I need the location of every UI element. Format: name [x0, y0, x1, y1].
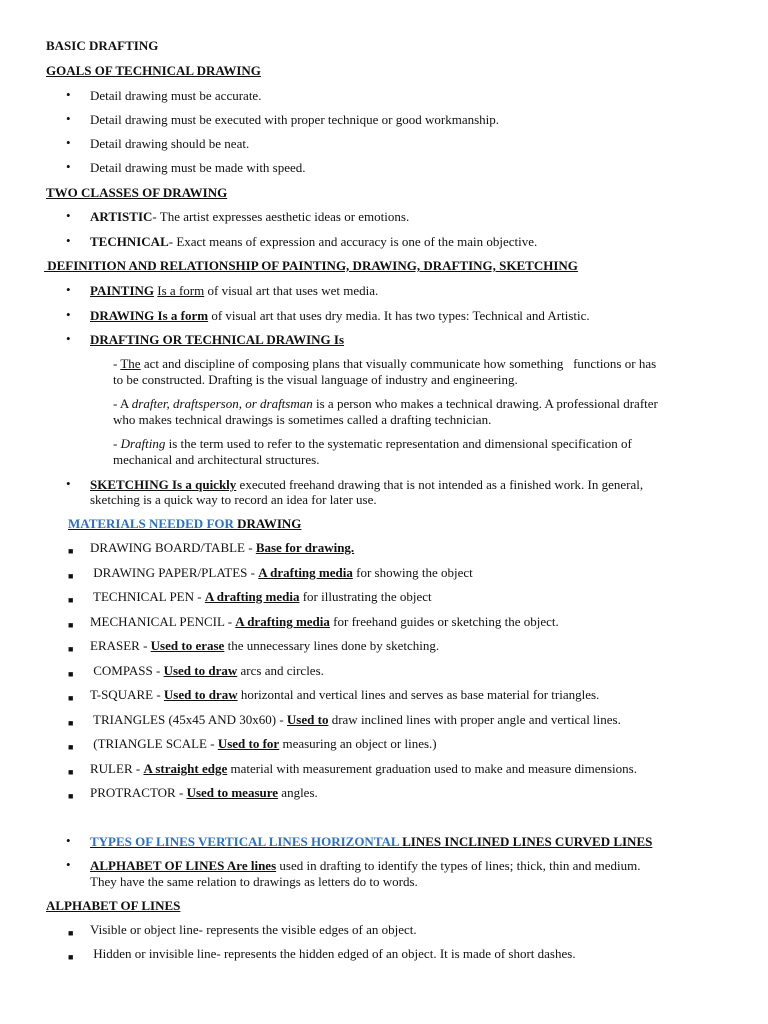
square-bullet: ■ — [68, 952, 74, 962]
class-term: TECHNICAL — [90, 234, 169, 249]
bullet: • — [66, 135, 71, 150]
materials-heading-black: DRAWING — [237, 516, 302, 531]
class-artistic — [90, 209, 409, 225]
square-bullet: ■ — [68, 928, 74, 938]
material-description: material with measurement graduation used to make and measure dimensions. — [227, 761, 637, 776]
drafting-paragraph-1-line-1 — [113, 356, 656, 372]
class-text: - Exact means of expression and accuracy is one of the main objective. — [168, 234, 538, 249]
types-of-lines — [90, 834, 652, 850]
square-bullet: ■ — [68, 767, 74, 777]
material-item — [90, 761, 637, 777]
material-purpose: Used to — [286, 712, 329, 727]
square-bullet: ■ — [68, 595, 74, 605]
types-of-lines-black: LINES INCLINED LINES CURVED LINES — [402, 834, 653, 849]
material-item — [90, 638, 439, 654]
drafting-paragraph-3-line-1 — [113, 436, 632, 452]
bullet: • — [66, 282, 71, 297]
drafting-text: act and discipline of composing plans that visually communicate how something functions or has — [140, 356, 657, 371]
drafting-italic: drafter, draftsperson, or draftsman — [131, 396, 313, 411]
definition-text: of visual art that uses dry media. It has two types: Technical and Artistic. — [208, 308, 590, 323]
material-item — [90, 589, 432, 605]
material-name: COMPASS - — [90, 663, 164, 678]
alphabet-heading: ALPHABET OF LINES — [46, 898, 181, 913]
definition-term: SKETCHING Is a quickly — [90, 477, 237, 492]
material-description: angles. — [278, 785, 318, 800]
material-description: horizontal and vertical lines and serves as base material for triangles. — [237, 687, 600, 702]
alphabet-term: ALPHABET OF LINES Are lines — [90, 858, 277, 873]
class-text: - The artist expresses aesthetic ideas or emotions. — [152, 209, 410, 224]
material-name: (TRIANGLE SCALE - — [90, 736, 218, 751]
material-name: DRAWING PAPER/PLATES - — [90, 565, 259, 580]
definitions-heading: DEFINITION AND RELATIONSHIP OF PAINTING, DRAWING, DRAFTING, SKETCHING — [44, 258, 578, 273]
material-item — [90, 614, 559, 630]
class-technical — [90, 234, 537, 250]
alphabet-definition-line-2: They have the same relation to drawings as letters do to words. — [90, 874, 418, 889]
class-term: ARTISTIC — [90, 209, 153, 224]
bullet: • — [66, 857, 71, 872]
definition-term: DRAWING Is a form — [90, 308, 209, 323]
bullet: • — [66, 87, 71, 102]
material-item — [90, 565, 473, 581]
definition-text: of visual art that uses wet media. — [204, 283, 379, 298]
material-purpose: Used to for — [217, 736, 280, 751]
drafting-paragraph-2-line-1 — [113, 396, 658, 412]
material-purpose: Base for drawing. — [255, 540, 355, 555]
material-purpose: Used to measure — [186, 785, 279, 800]
bullet: • — [66, 331, 71, 346]
alphabet-text: used in drafting to identify the types of lines; thick, thin and medium. — [276, 858, 641, 873]
drafting-paragraph-3-line-2: mechanical and architectural structures. — [113, 452, 320, 467]
material-name: PROTRACTOR - — [90, 785, 187, 800]
square-bullet: ■ — [68, 620, 74, 630]
definition-painting — [90, 283, 378, 299]
types-of-lines-blue: TYPES OF LINES VERTICAL LINES HORIZONTAL — [90, 834, 403, 849]
material-description: the unnecessary lines done by sketching. — [224, 638, 440, 653]
material-purpose: A drafting media — [258, 565, 353, 580]
bullet: • — [66, 476, 71, 491]
material-item — [90, 663, 324, 679]
material-purpose: Used to draw — [163, 663, 238, 678]
square-bullet: ■ — [68, 546, 74, 556]
material-description: for illustrating the object — [299, 589, 432, 604]
square-bullet: ■ — [68, 644, 74, 654]
square-bullet: ■ — [68, 693, 74, 703]
material-purpose: A drafting media — [204, 589, 300, 604]
material-purpose: Used to erase — [150, 638, 225, 653]
material-item — [90, 785, 318, 801]
material-description: arcs and circles. — [237, 663, 324, 678]
bullet: • — [66, 307, 71, 322]
material-purpose: Used to draw — [163, 687, 238, 702]
bullet: • — [66, 233, 71, 248]
material-purpose: A straight edge — [143, 761, 228, 776]
definition-drafting-term: DRAFTING OR TECHNICAL DRAWING Is — [90, 332, 345, 347]
goal-item-4: Detail drawing must be made with speed. — [90, 160, 306, 175]
drafting-text: is the term used to refer to the systematic representation and dimensional specification of — [165, 436, 632, 451]
dash: - A — [113, 396, 132, 411]
material-item — [90, 687, 599, 703]
goal-item-3: Detail drawing should be neat. — [90, 136, 250, 151]
material-name: ERASER - — [90, 638, 151, 653]
definition-term: PAINTING — [90, 283, 155, 298]
goals-heading: GOALS OF TECHNICAL DRAWING — [46, 63, 261, 78]
material-name: MECHANICAL PENCIL - — [90, 614, 236, 629]
material-purpose: A drafting media — [235, 614, 330, 629]
square-bullet: ■ — [68, 791, 74, 801]
drafting-paragraph-1-line-2: to be constructed. Drafting is the visual language of industry and engineering. — [113, 372, 518, 387]
material-name: RULER - — [90, 761, 144, 776]
definition-sketching-line-2: sketching is a quick way to record an idea for later use. — [90, 492, 377, 507]
alphabet-item-2: Hidden or invisible line- represents the hidden edged of an object. It is made of short dashes. — [90, 946, 576, 961]
material-name: DRAWING BOARD/TABLE - — [90, 540, 256, 555]
material-item — [90, 540, 354, 556]
dash: - — [113, 436, 121, 451]
material-name: TECHNICAL PEN - — [90, 589, 205, 604]
drafting-italic: Drafting — [120, 436, 166, 451]
material-description: draw inclined lines with proper angle and vertical lines. — [328, 712, 621, 727]
material-name: TRIANGLES (45x45 AND 30x60) - — [90, 712, 287, 727]
bullet: • — [66, 159, 71, 174]
definition-sketching-line-1 — [90, 477, 643, 493]
definition-link: Is a form — [157, 283, 205, 298]
materials-heading-blue: MATERIALS NEEDED FOR — [68, 516, 238, 531]
definition-drawing — [90, 308, 590, 324]
materials-heading — [68, 516, 301, 532]
drafting-link: The — [120, 356, 141, 371]
bullet: • — [66, 833, 71, 848]
definition-text: executed freehand drawing that is not intended as a finished work. In general, — [236, 477, 644, 492]
material-item — [90, 736, 437, 752]
drafting-paragraph-2-line-2: who makes technical drawings is sometimes called a drafting technician. — [113, 412, 492, 427]
material-name: T-SQUARE - — [90, 687, 164, 702]
alphabet-definition-line-1 — [90, 858, 640, 874]
square-bullet: ■ — [68, 669, 74, 679]
square-bullet: ■ — [68, 742, 74, 752]
square-bullet: ■ — [68, 718, 74, 728]
material-description: measuring an object or lines.) — [279, 736, 437, 751]
goal-item-1: Detail drawing must be accurate. — [90, 88, 262, 103]
bullet: • — [66, 111, 71, 126]
material-description: for showing the object — [352, 565, 473, 580]
material-description: for freehand guides or sketching the object. — [329, 614, 559, 629]
classes-heading: TWO CLASSES OF DRAWING — [46, 185, 228, 200]
square-bullet: ■ — [68, 571, 74, 581]
dash: - — [113, 356, 121, 371]
material-item — [90, 712, 621, 728]
goal-item-2: Detail drawing must be executed with proper technique or good workmanship. — [90, 112, 500, 127]
alphabet-item-1: Visible or object line- represents the visible edges of an object. — [90, 922, 417, 937]
drafting-text: is a person who makes a technical drawing. A professional drafter — [312, 396, 658, 411]
bullet: • — [66, 208, 71, 223]
page-title: BASIC DRAFTING — [46, 38, 159, 53]
